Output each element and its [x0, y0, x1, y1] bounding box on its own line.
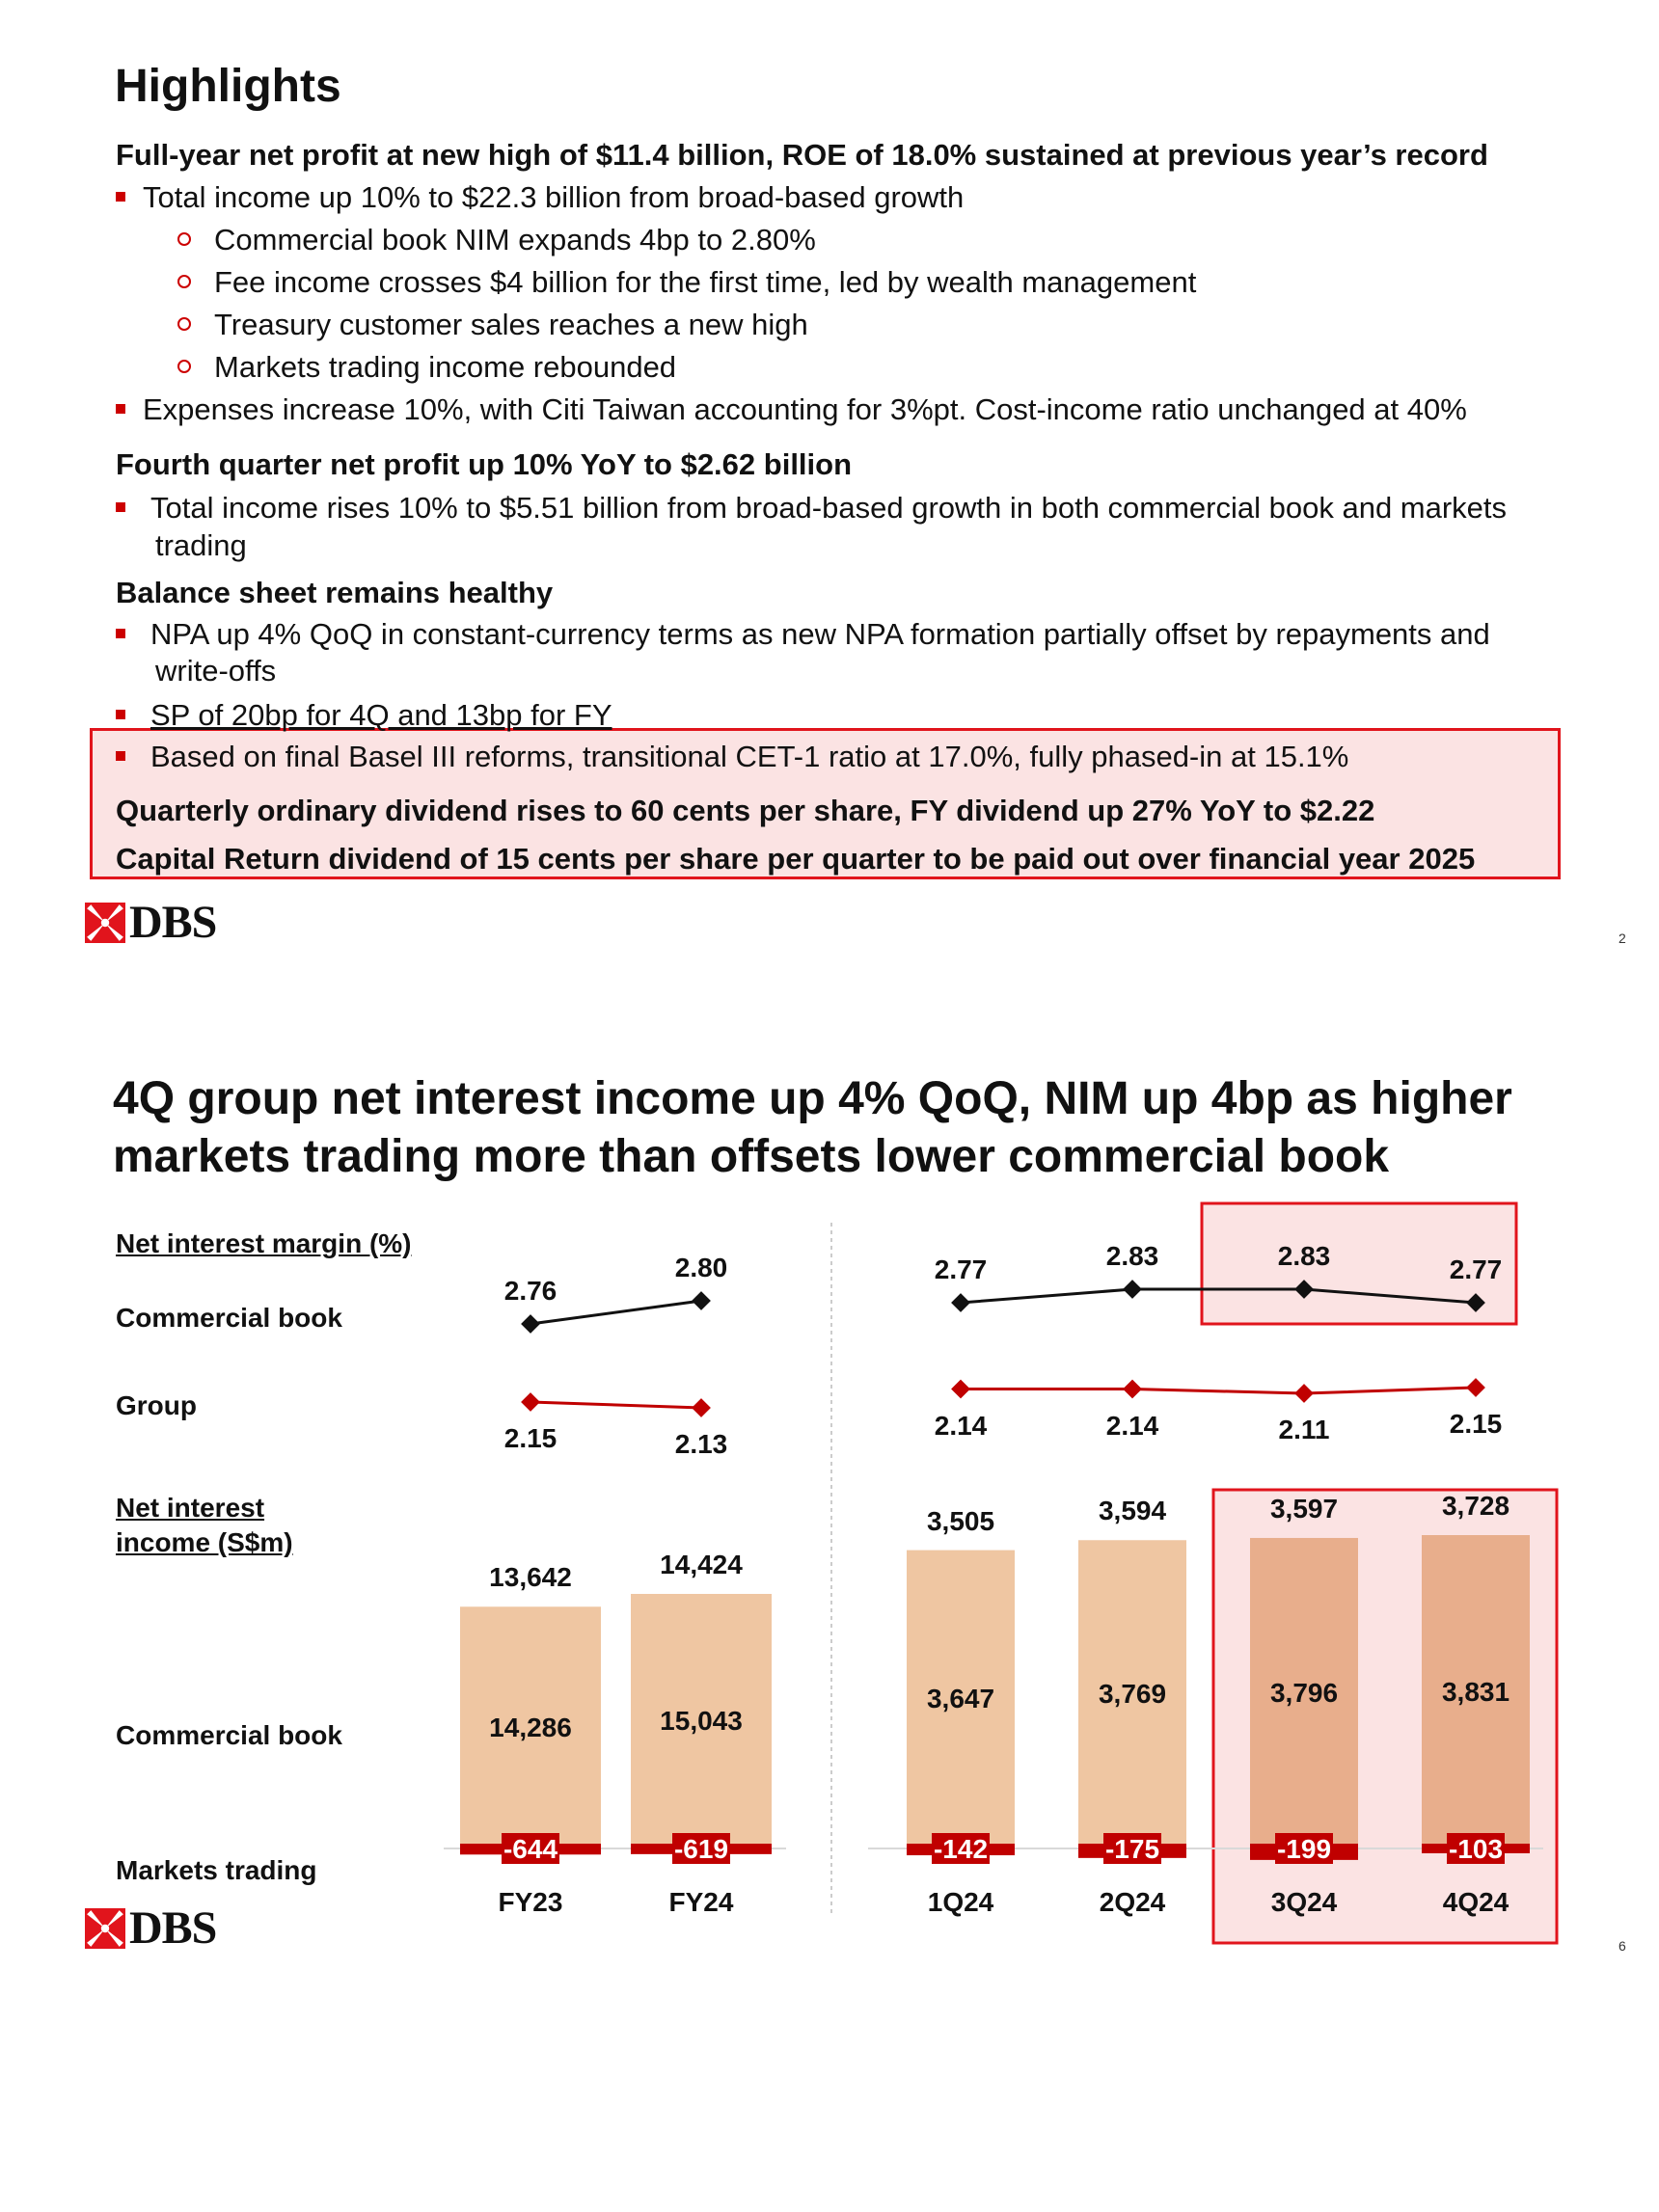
nim-group-marker: [521, 1392, 540, 1412]
nim-group-line: [961, 1388, 1476, 1393]
label-markets-trading: Markets trading: [116, 1855, 317, 1885]
nim-group-value-label: 2.15: [503, 1423, 558, 1453]
bullet-text: Total income rises 10% to $5.51 billion from broad-based growth in both commercial book and markets: [150, 491, 1508, 525]
total-label: 3,594: [1098, 1496, 1167, 1526]
commercial-book-label: 14,286: [489, 1712, 572, 1742]
nim-commercial-marker: [951, 1293, 970, 1312]
total-label: 3,597: [1269, 1493, 1339, 1524]
page-number: 2: [1618, 931, 1626, 946]
bullet-npa-cont: write-offs: [155, 654, 277, 688]
markets-trading-label: -142: [933, 1834, 989, 1864]
bullet-text: Expenses increase 10%, with Citi Taiwan accounting for 3%pt. Cost-income ratio unchanged at 40%: [143, 392, 1467, 426]
markets-trading-label: -619: [673, 1834, 729, 1864]
label-group-nim: Group: [116, 1390, 197, 1420]
commercial-book-label: 3,769: [1098, 1679, 1167, 1710]
nim-group-line: [530, 1402, 701, 1408]
nim-group-value-label: 2.11: [1278, 1415, 1330, 1444]
dbs-logo-2: [85, 1902, 216, 1955]
slide-title-line2: markets trading more than offsets lower commercial book: [113, 1131, 1390, 1182]
label-nii-line2: income (S$m): [116, 1527, 293, 1557]
label-commercial-book-nii: Commercial book: [116, 1720, 342, 1750]
section-heading-balance-sheet: Balance sheet remains healthy: [116, 576, 554, 609]
bullet-text: NPA up 4% QoQ in constant-currency terms as new NPA formation partially offset by repayments and: [150, 617, 1490, 651]
total-label: 3,505: [926, 1505, 995, 1536]
bullet-text: Total income up 10% to $22.3 billion from broad-based growth: [143, 180, 965, 214]
commercial-book-label: 3,796: [1269, 1677, 1339, 1708]
nim-commercial-value-label: 2.80: [674, 1253, 728, 1282]
nim-commercial-marker: [692, 1291, 711, 1310]
nim-commercial-value-label: 2.76: [503, 1276, 558, 1306]
category-label: 2Q24: [1099, 1887, 1166, 1917]
nim-commercial-marker: [521, 1314, 540, 1334]
sub-bullet-text: Markets trading income rebounded: [214, 350, 677, 384]
dividend-heading: Quarterly ordinary dividend rises to 60 cents per share, FY dividend up 27% YoY to $2.22: [116, 794, 1375, 827]
nim-group-marker: [951, 1380, 970, 1399]
nim-group-marker: [1294, 1384, 1314, 1403]
category-label: 1Q24: [927, 1887, 994, 1917]
markets-trading-label: -199: [1276, 1834, 1332, 1864]
total-label: 3,728: [1441, 1491, 1510, 1521]
category-label: FY23: [498, 1887, 563, 1917]
category-label: 4Q24: [1442, 1887, 1509, 1917]
nim-commercial-value-label: 2.83: [1277, 1241, 1331, 1271]
commercial-book-label: 15,043: [660, 1706, 743, 1736]
slide-title-line1: 4Q group net interest income up 4% QoQ, NIM up 4bp as higher: [113, 1073, 1512, 1124]
page-number: 6: [1618, 1938, 1626, 1954]
category-label: 3Q24: [1270, 1887, 1338, 1917]
nim-group-value-label: 2.14: [934, 1410, 988, 1441]
nim-commercial-value-label: 2.83: [1105, 1241, 1159, 1271]
bullet-text: SP of 20bp for 4Q and 13bp for FY: [150, 698, 612, 732]
category-label: FY24: [668, 1887, 734, 1917]
markets-trading-label: -103: [1448, 1834, 1504, 1864]
bullet-4q-total-income-cont: trading: [155, 528, 247, 562]
sub-bullet-text: Commercial book NIM expands 4bp to 2.80%: [214, 223, 816, 256]
total-label: 14,424: [660, 1550, 743, 1579]
nim-group-value-label: 2.15: [1449, 1409, 1503, 1439]
nim-group-value-label: 2.14: [1105, 1410, 1159, 1441]
section-heading-full-year: Full-year net profit at new high of $11.4 billion, ROE of 18.0% sustained at previous year’s record: [116, 138, 1488, 172]
nim-commercial-value-label: 2.77: [1449, 1254, 1503, 1284]
label-net-interest-margin: Net interest margin (%): [116, 1228, 412, 1258]
section-heading-fourth-quarter: Fourth quarter net profit up 10% YoY to $2.62 billion: [116, 447, 853, 481]
nim-group-marker: [1466, 1378, 1485, 1397]
sub-bullet-text: Fee income crosses $4 billion for the first time, led by wealth management: [214, 265, 1197, 299]
markets-trading-label: -644: [503, 1834, 558, 1864]
dbs-star-icon: [85, 1908, 125, 1949]
sub-bullet-text: Treasury customer sales reaches a new high: [214, 308, 808, 341]
label-nii-line1: Net interest: [116, 1493, 265, 1523]
logo-text: DBS: [129, 1902, 217, 1954]
commercial-book-label: 3,831: [1441, 1676, 1510, 1707]
markets-trading-label: -175: [1104, 1834, 1160, 1864]
label-commercial-book-nim: Commercial book: [116, 1303, 342, 1333]
total-label: 13,642: [489, 1562, 572, 1593]
page-title: Highlights: [115, 61, 341, 112]
nim-group-marker: [1123, 1380, 1142, 1399]
commercial-book-label: 3,647: [926, 1684, 995, 1714]
capital-return-heading: Capital Return dividend of 15 cents per share per quarter to be paid out over financial year 2025: [116, 842, 1476, 876]
logo-text: DBS: [129, 897, 217, 948]
nim-commercial-value-label: 2.77: [934, 1254, 988, 1284]
bullet-text: Based on final Basel III reforms, transitional CET-1 ratio at 17.0%, fully phased-in at 15.1%: [150, 740, 1349, 773]
nim-group-value-label: 2.13: [674, 1429, 728, 1459]
nim-commercial-marker: [1123, 1280, 1142, 1299]
nim-group-marker: [692, 1398, 711, 1417]
